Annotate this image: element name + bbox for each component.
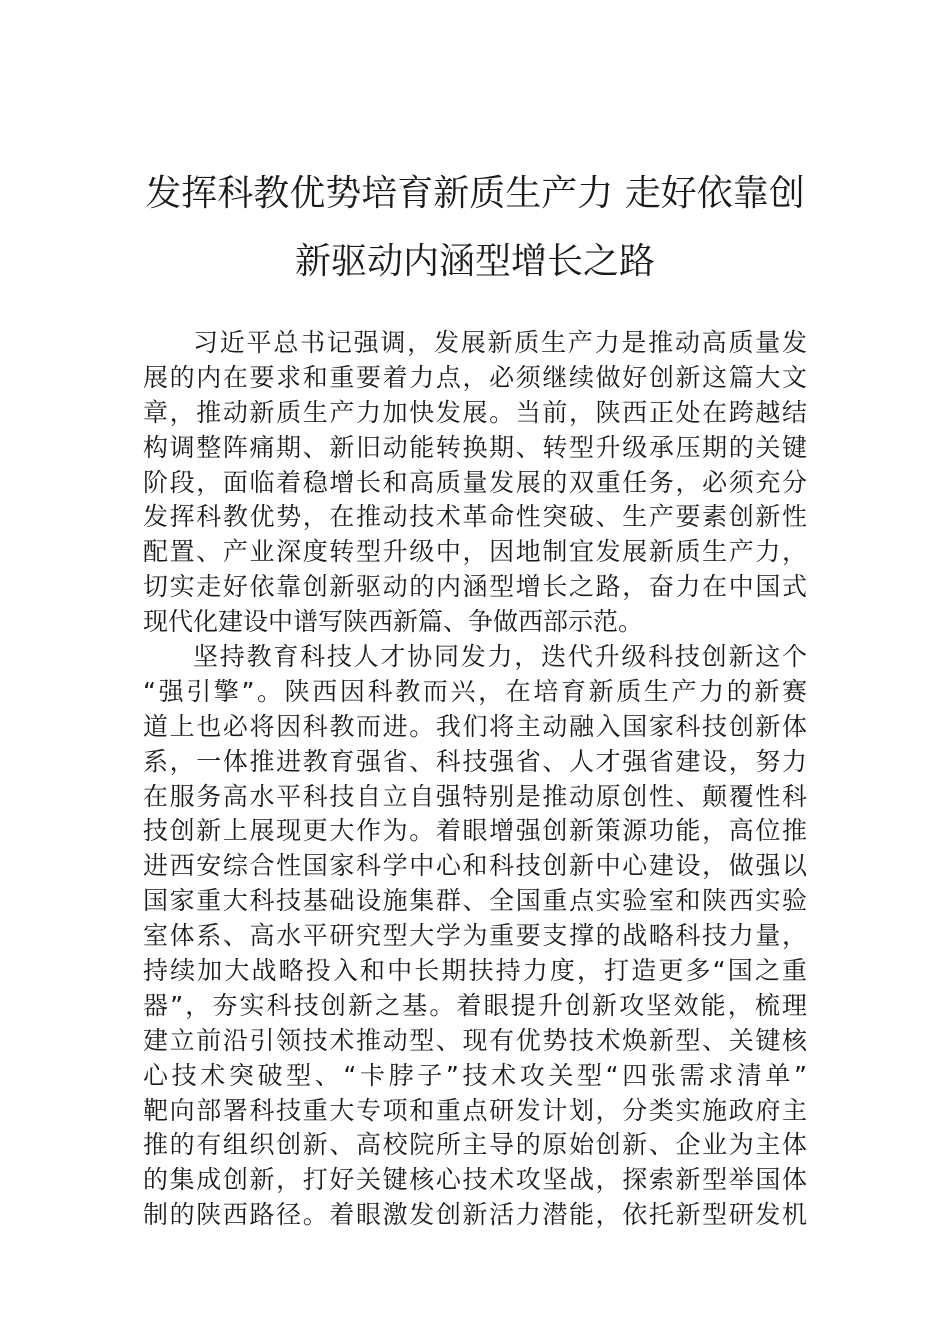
paragraph-1-line: 展的内在要求和重要着力点，必须继续做好创新这篇大文 bbox=[143, 362, 807, 392]
paragraph-1-line: 切实走好依靠创新驱动的内涵型增长之路，奋力在中国式 bbox=[143, 572, 807, 602]
paragraph-2-line: 靶向部署科技重大专项和重点研发计划，分类实施政府主 bbox=[143, 1095, 807, 1125]
document-body bbox=[143, 326, 807, 1233]
document-title bbox=[140, 160, 810, 296]
title-line-2: 新驱动内涵型增长之路 bbox=[294, 241, 655, 282]
paragraph-2-line: 建立前沿引领技术推动型、现有优势技术焕新型、关键核 bbox=[143, 1025, 807, 1055]
paragraph-1-line: 阶段，面临着稳增长和高质量发展的双重任务，必须充分 bbox=[143, 467, 807, 497]
paragraph-2-line: 国家重大科技基础设施集群、全国重点实验室和陕西实验 bbox=[143, 886, 807, 916]
paragraph-2-line: 制的陕西路径。着眼激发创新活力潜能，依托新型研发机 bbox=[143, 1200, 807, 1230]
paragraph-1-line: 章，推动新质生产力加快发展。当前，陕西正处在跨越结 bbox=[143, 397, 807, 427]
paragraph-2-line: “强引擎”。陕西因科教而兴，在培育新质生产力的新赛 bbox=[143, 676, 807, 706]
paragraph-2-line: 持续加大战略投入和中长期扶持力度，打造更多“国之重 bbox=[143, 956, 807, 986]
paragraph-1-line: 现代化建设中谱写陕西新篇、争做西部示范。 bbox=[143, 607, 644, 637]
title-line-1: 发挥科教优势培育新质生产力 走好依靠创 bbox=[145, 173, 805, 214]
paragraph-2-line: 进西安综合性国家科学中心和科技创新中心建设，做强以 bbox=[143, 851, 807, 881]
paragraph-2-line: 器”，夯实科技创新之基。着眼提升创新攻坚效能，梳理 bbox=[143, 990, 807, 1020]
paragraph-1-line: 发挥科教优势，在推动技术革命性突破、生产要素创新性 bbox=[143, 502, 807, 532]
paragraph-2-line: 坚持教育科技人才协同发力，迭代升级科技创新这个 bbox=[193, 642, 807, 672]
paragraph-1-line: 配置、产业深度转型升级中，因地制宜发展新质生产力， bbox=[143, 537, 807, 567]
paragraph-2-line: 室体系、高水平研究型大学为重要支撑的战略科技力量， bbox=[143, 921, 807, 951]
paragraph-2-line: 系，一体推进教育强省、科技强省、人才强省建设，努力 bbox=[143, 746, 807, 776]
paragraph-1-line: 构调整阵痛期、新旧动能转换期、转型升级承压期的关键 bbox=[143, 432, 807, 462]
paragraph-2-line: 在服务高水平科技自立自强特别是推动原创性、颠覆性科 bbox=[143, 781, 807, 811]
paragraph-2-line: 推的有组织创新、高校院所主导的原始创新、企业为主体 bbox=[143, 1130, 807, 1160]
paragraph-1-line: 习近平总书记强调，发展新质生产力是推动高质量发 bbox=[193, 328, 807, 357]
paragraph-2-line: 道上也必将因科教而进。我们将主动融入国家科技创新体 bbox=[143, 711, 807, 741]
paragraph-2-line: 的集成创新，打好关键核心技术攻坚战，探索新型举国体 bbox=[143, 1165, 807, 1195]
paragraph-2-line: 技创新上展现更大作为。着眼增强创新策源功能，高位推 bbox=[143, 816, 807, 846]
paragraph-2-line: 心技术突破型、“卡脖子”技术攻关型“四张需求清单” bbox=[143, 1060, 807, 1090]
